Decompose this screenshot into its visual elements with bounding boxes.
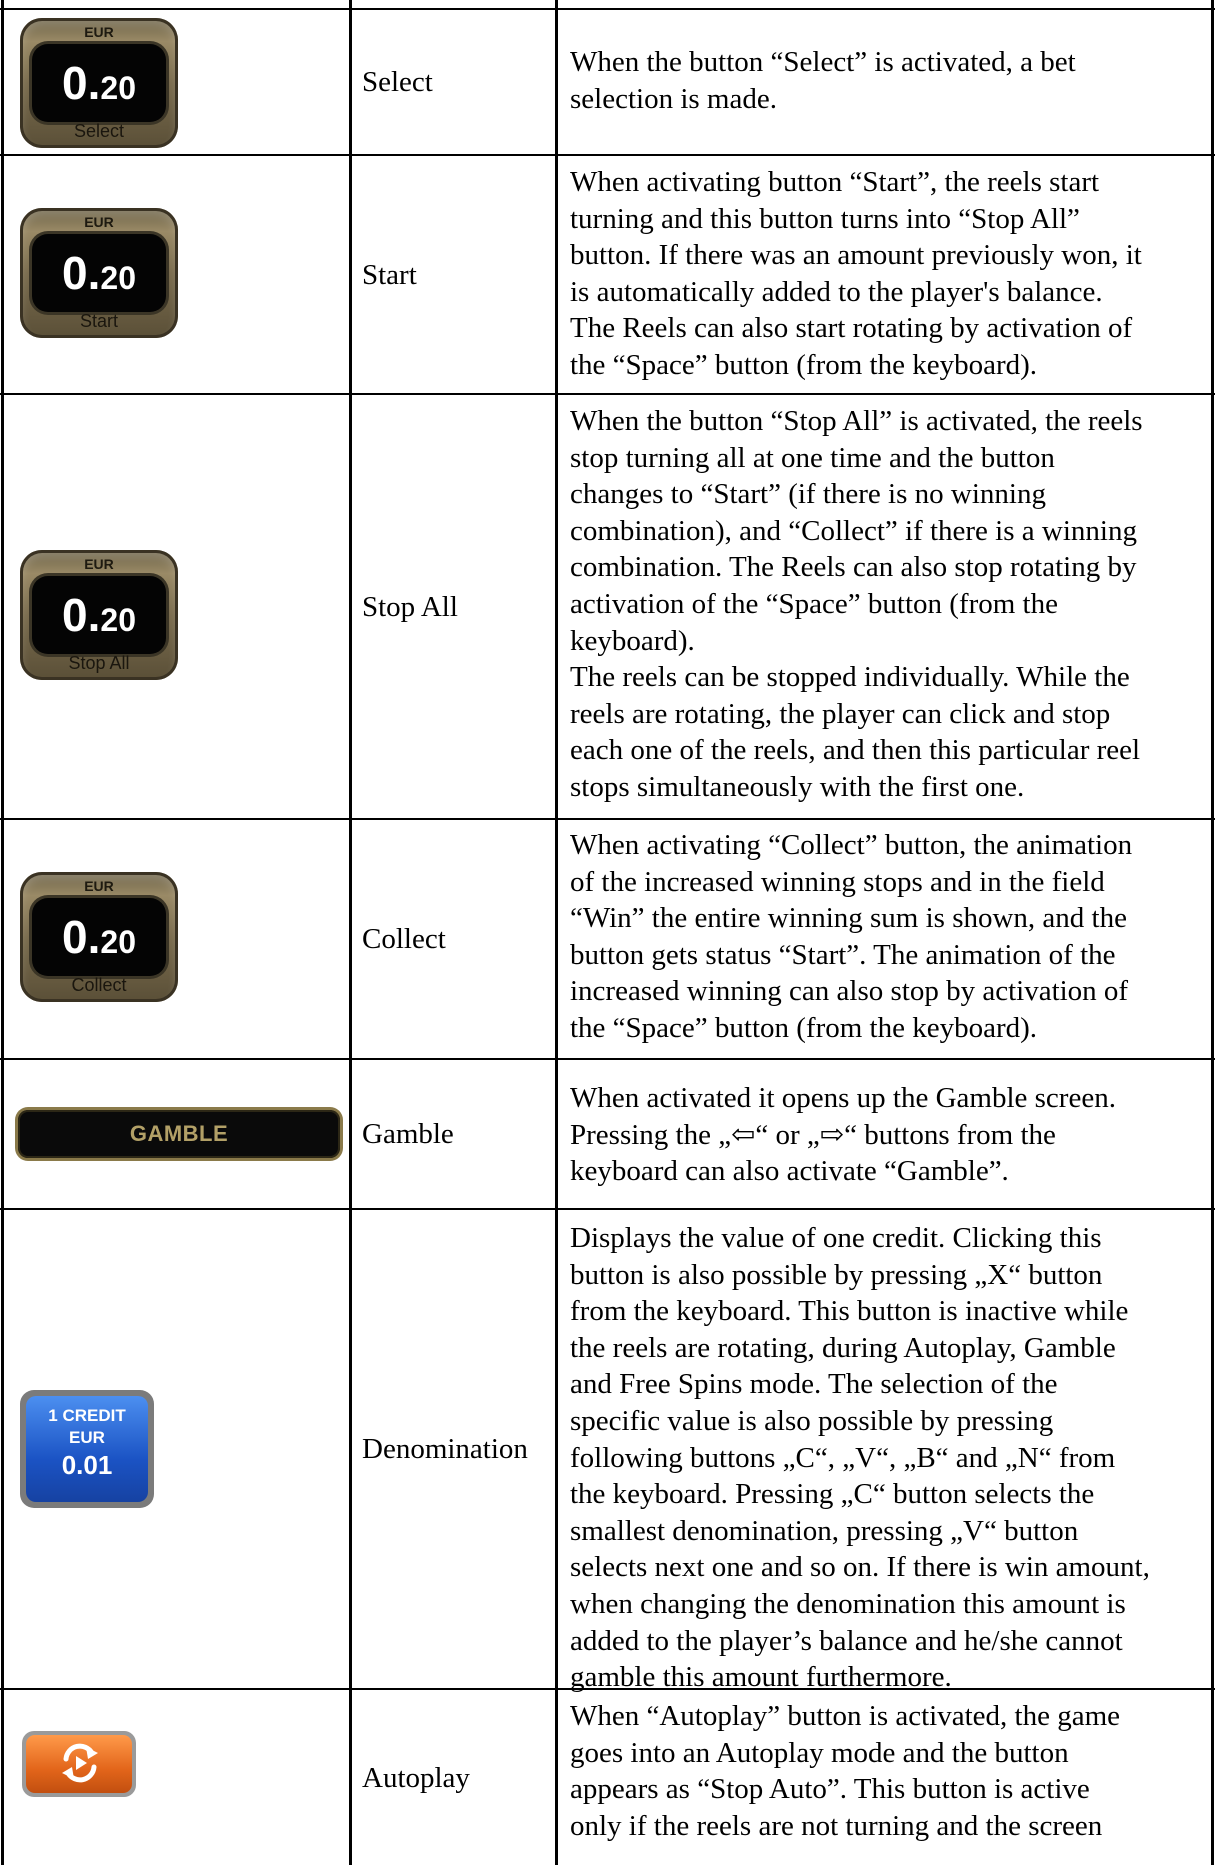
bet-display: 0.20 — [32, 44, 166, 122]
credit-value: 0.01 — [61, 1450, 113, 1480]
table-row — [0, 1060, 1215, 1208]
credit-label: 1 CREDIT — [48, 1406, 126, 1425]
control-name: Select — [362, 66, 433, 98]
control-name: Autoplay — [362, 1761, 470, 1794]
table-row — [0, 10, 1215, 154]
table-row — [0, 1690, 1215, 1865]
select-bet-button[interactable] — [20, 18, 178, 148]
autoplay-button[interactable] — [22, 1731, 136, 1797]
bet-display: 0.20 — [32, 898, 166, 976]
control-name: Stop All — [362, 590, 458, 623]
control-name: Denomination — [362, 1433, 528, 1465]
bet-display: 0.20 — [32, 234, 166, 312]
control-description: When “Autoplay” button is activated, the game goes into an Autoplay mode and the button appears as “Stop Auto”. This button is active only if the reels are not turning and the screen — [570, 1700, 1121, 1842]
currency-label: EUR — [84, 24, 114, 40]
button-label: Collect — [71, 975, 127, 995]
denomination-button[interactable] — [20, 1390, 154, 1508]
table-row — [0, 820, 1215, 1058]
control-description: When the button “Stop All” is activated, the reels stop turning all at one time and the button changes to “Start” (if there is no winning combination), and “Collect” if there is a winning combination. The Reels can also stop rotating by activation of the “Space” button (from the keyboard). The reels can be stopped individually. While the reels are rotating, the player can click and stop each one of the reels, and then this particular reel stops simultaneously with the first one. — [570, 405, 1143, 803]
button-label: Stop All — [68, 653, 130, 673]
control-description: When activating “Collect” button, the animation of the increased winning stops and in the field “Win” the entire winning sum is shown, and the button gets status “Start”. The animation of the increased winning can also stop by activation of the “Space” button (from the keyboard). — [570, 829, 1133, 1044]
control-description: When activating button “Start”, the reels start turning and this button turns into “Stop All” button. If there was an amount previously won, it is automatically added to the player's balance. The Reels can also start rotating by activation of the “Space” button (from the keyboard). — [570, 166, 1142, 381]
button-label: Select — [73, 121, 125, 141]
table-row — [0, 156, 1215, 393]
autoplay-icon — [56, 1739, 104, 1787]
control-name: Gamble — [362, 1118, 454, 1150]
control-description: When the button “Select” is activated, a bet selection is made. — [570, 46, 1076, 115]
control-name: Start — [362, 258, 417, 291]
start-button[interactable] — [20, 208, 178, 338]
table-row — [0, 1210, 1215, 1694]
bet-display: 0.20 — [32, 576, 166, 654]
currency-label: EUR — [84, 556, 114, 572]
control-description: Displays the value of one credit. Clicking this button is also possible by pressing „X“ button from the keyboard. This button is inactive while the reels are rotating, during Autoplay, Gamble and Free Spins mode. The selection of the specific value is also possible by pressing following buttons „C“, „V“, „B“ and „N“ from the keyboard. Pressing „C“ button selects the smallest denomination, pressing „V“ button selects next one and so on. If there is win amount, when changing the denomination this amount is added to the player’s balance and he/she cannot gamble this amount furthermore. — [570, 1222, 1150, 1694]
button-label: Start — [79, 311, 118, 331]
collect-button[interactable] — [20, 872, 178, 1002]
control-name: Collect — [362, 923, 446, 955]
currency-label: EUR — [84, 214, 114, 230]
currency-label: EUR — [84, 878, 114, 894]
gamble-button[interactable]: GAMBLE — [18, 1110, 340, 1158]
control-description: When activated it opens up the Gamble screen. Pressing the „⇦“ or „⇨“ buttons from the keyboard can also activate “Gamble”. — [570, 1082, 1116, 1188]
table-row — [0, 395, 1215, 818]
stop-all-button[interactable] — [20, 550, 178, 680]
currency-label: EUR — [69, 1428, 105, 1447]
